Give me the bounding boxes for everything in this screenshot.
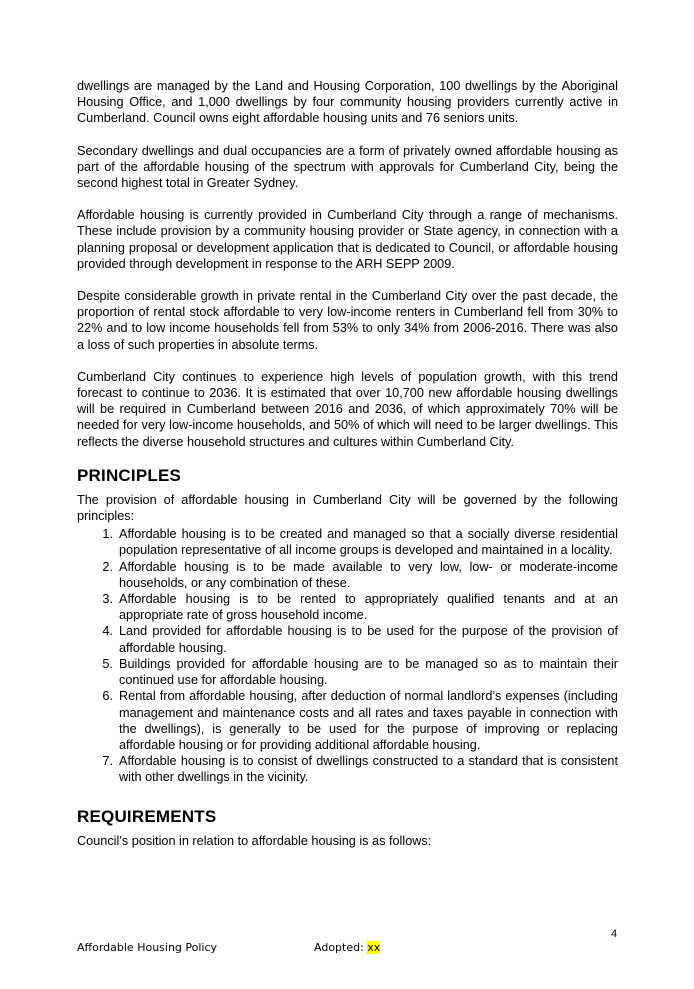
list-number: 7.: [102, 754, 113, 769]
principles-intro: The provision of affordable housing in Cumberland City will be governed by the following principles:: [77, 492, 618, 524]
paragraph-rental-decline: Despite considerable growth in private rental in the Cumberland City over the past decade, the proportion of rental stock affordable to very low-income renters in Cumberland fell from 30% to 22% and to low income households fell from 53% to only 34% from 2006-2016. There was also a loss of such properties in absolute terms.: [77, 289, 618, 352]
requirements-intro: Council’s position in relation to affordable housing is as follows:: [77, 833, 432, 848]
list-number: 1.: [102, 527, 113, 542]
document-body: [77, 78, 618, 849]
principle-item: [77, 688, 618, 753]
page-number: 4: [611, 928, 618, 940]
list-number: 4.: [102, 624, 113, 639]
paragraph-secondary-dwellings: Secondary dwellings and dual occupancies are a form of privately owned affordable housing as part of the affordable housing of the spectrum with approvals for Cumberland City, being the second highest total in Greater Sydney.: [77, 143, 618, 191]
paragraph-population-growth: Cumberland City continues to experience high levels of population growth, with this trend forecast to continue to 2036. It is estimated that over 10,700 new affordable housing dwellings will be required in Cumberland between 2016 and 2036, of which approximately 70% will be needed for very low-income households, and 50% of which will need to be larger dwellings. This reflects the diverse household structures and cultures within Cumberland City.: [77, 369, 618, 449]
list-text: Buildings provided for affordable housing are to be managed so as to maintain their continued use for affordable housing.: [119, 656, 618, 688]
list-text: Rental from affordable housing, after deduction of normal landlord’s expenses (including management and maintenance costs and all rates and taxes payable in connection with the dwellings), is generally to be used for the purpose of improving or replacing affordable housing or for providing additional affordable housing.: [119, 689, 618, 752]
list-number: 2.: [102, 559, 113, 574]
principle-item: [77, 623, 618, 655]
principles-list: [77, 526, 618, 785]
list-text: Affordable housing is to be created and managed so that a socially diverse residential population representative of all income groups is developed and maintained in a locality.: [119, 527, 618, 558]
principle-item: [77, 591, 618, 623]
list-text: Land provided for affordable housing is to be used for the purpose of the provision of affordable housing.: [119, 624, 618, 655]
principle-item: [77, 656, 618, 688]
footer-adopted: [314, 941, 380, 954]
principle-item: [77, 526, 618, 558]
paragraph-provision-mechanisms: Affordable housing is currently provided in Cumberland City through a range of mechanisms. These include provision by a community housing provider or State agency, in connection with a planning proposal or development application that is dedicated to Council, or affordable housing provided through development in response to the ARH SEPP 2009.: [77, 208, 618, 271]
list-number: 6.: [102, 689, 113, 704]
requirements-heading: REQUIREMENTS: [77, 806, 217, 826]
principle-item: [77, 559, 618, 591]
footer-title: Affordable Housing Policy: [77, 941, 218, 954]
footer-adopted-label: Adopted:: [314, 941, 368, 954]
principle-item: [77, 753, 618, 785]
list-number: 3.: [102, 592, 113, 607]
principles-heading: PRINCIPLES: [77, 465, 182, 485]
list-text: Affordable housing is to be made available to very low, low- or moderate-income households, or any combination of these.: [119, 559, 618, 590]
footer-adopted-value: xx: [367, 941, 381, 954]
list-text: Affordable housing is to consist of dwellings constructed to a standard that is consistent with other dwellings in the vicinity.: [119, 754, 618, 785]
paragraph-housing-stock: dwellings are managed by the Land and Housing Corporation, 100 dwellings by the Aboriginal Housing Office, and 1,000 dwellings by four community housing providers currently active in Cumberland. Council owns eight affordable housing units and 76 seniors units.: [77, 79, 618, 126]
list-text: Affordable housing is to be rented to appropriately qualified tenants and at an appropriate rate of gross household income.: [119, 592, 618, 623]
list-number: 5.: [102, 656, 113, 671]
